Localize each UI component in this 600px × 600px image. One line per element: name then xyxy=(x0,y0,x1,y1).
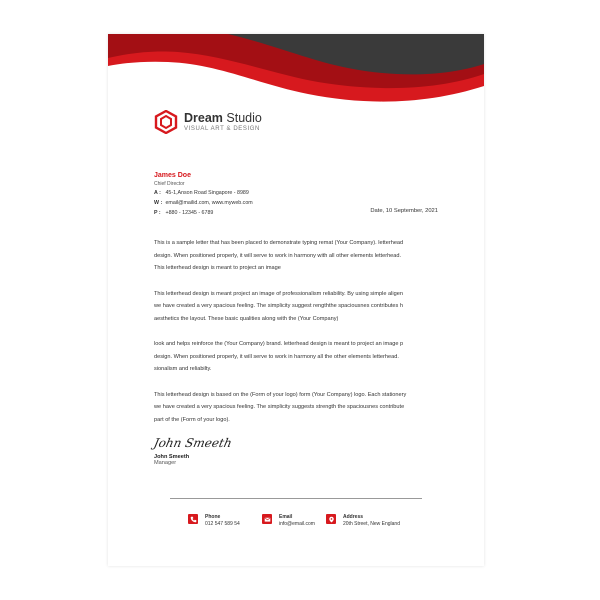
sender-address: 45-1,Anson Road Singapore - 8989 xyxy=(165,190,249,196)
email-icon xyxy=(262,514,272,524)
signature-title: Manager xyxy=(154,460,177,466)
footer-phone-value: 012 547 589 54 xyxy=(205,521,240,527)
footer-email xyxy=(262,514,315,528)
footer-email-label: Email xyxy=(279,514,293,520)
sender-web-row xyxy=(154,198,253,208)
signature-script: John Smeeth xyxy=(152,436,234,450)
sender-web[interactable]: email@mailid.com, www.myweb.com xyxy=(165,200,253,206)
web-label: W : xyxy=(154,200,163,206)
sender-address-row xyxy=(154,188,253,198)
signature-block xyxy=(154,434,232,466)
brand-bold: Dream xyxy=(184,111,223,126)
paragraph: look and helps reinforce the (Your Company) brand. letterhead design is meant to project an image p design. When positioned properly, it will serve to work in harmony all the other elements letterhead. sionalism and reliabilty. xyxy=(154,341,404,372)
location-icon xyxy=(326,514,336,524)
paragraph: This is a sample letter that has been placed to demonstrate typing remat (Your Company). letterhead design. When positioned properly, it will serve to work in harmony with all other elements letterhead. This letterhead design is meant to project an image xyxy=(154,240,404,271)
sender-block xyxy=(154,171,253,218)
sender-role: Chief Director xyxy=(154,181,185,187)
letterhead-page xyxy=(108,34,484,566)
brand-light: Studio xyxy=(226,111,262,126)
sender-phone: +880 - 12345 - 6789 xyxy=(165,210,214,216)
logo-title xyxy=(184,112,262,125)
footer-divider xyxy=(170,498,422,499)
footer-phone xyxy=(188,514,240,528)
sender-phone-row xyxy=(154,208,253,218)
sender-name: James Doe xyxy=(154,172,191,179)
header-wave-decoration xyxy=(108,34,484,106)
phone-icon xyxy=(188,514,198,524)
address-label: A : xyxy=(154,190,161,196)
footer-email-value[interactable]: info@email.com xyxy=(279,521,315,527)
footer-phone-label: Phone xyxy=(205,514,221,520)
paragraph: This letterhead design is meant project an image of professionalism reliability. By using simple aligen we have created a very spacious feeling. The simplicity suggest rengththe spaciousnes contributes h aesthetics the layout. These basic qualities along with the (Your Company) xyxy=(154,290,403,322)
letter-body xyxy=(154,237,438,439)
paragraph: This letterhead design is based on the (Form of your logo) form (Your Company) logo. Each stationery we have created a very spacious feeling. The simplicity suggests strength the spaciousnes contribute part of the (Form of your logo). xyxy=(154,391,407,423)
logo-text xyxy=(184,112,262,132)
footer-address xyxy=(326,514,400,528)
logo-tagline: VISUAL ART & DESIGN xyxy=(184,125,260,132)
footer-address-value: 20th Street, New England xyxy=(343,521,400,527)
signature-name: John Smeeth xyxy=(154,454,190,460)
phone-label: P : xyxy=(154,210,161,216)
logo-hexagon-icon xyxy=(154,110,178,134)
letter-date: Date, 10 September, 2021 xyxy=(370,208,438,214)
logo xyxy=(154,110,262,134)
footer-address-label: Address xyxy=(343,514,364,520)
